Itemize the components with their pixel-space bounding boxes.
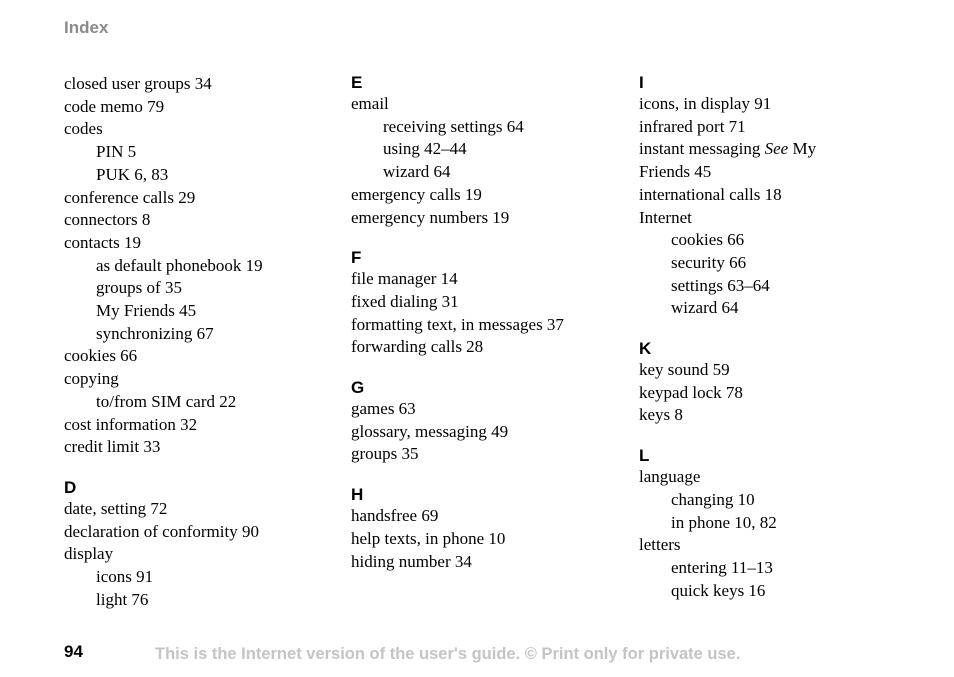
index-entry: closed user groups 34 [64, 74, 212, 93]
index-subentry: cookies 66 [671, 230, 745, 250]
section-gap [351, 359, 631, 378]
section-letter: H [351, 485, 364, 505]
index-subentry: My Friends 45 [96, 301, 197, 321]
index-entry: help texts, in phone 10 [351, 528, 506, 548]
section-gap [351, 229, 631, 248]
index-subentry: entering 11–13 [671, 557, 773, 577]
index-entry: code memo 79 [64, 96, 165, 116]
index-column-2 [351, 73, 631, 573]
index-entry: email [351, 94, 389, 113]
index-entry: key sound 59 [639, 360, 730, 380]
index-subentry: settings 63–64 [671, 275, 770, 295]
index-entry: international calls 18 [639, 184, 782, 204]
section-letter: I [639, 73, 644, 92]
index-subentry: in phone 10, 82 [671, 512, 777, 532]
index-entry [639, 138, 919, 161]
index-entry: fixed dialing 31 [351, 291, 459, 311]
index-entry: cost information 32 [64, 414, 198, 434]
section-letter: G [351, 378, 365, 398]
index-entry: date, setting 72 [64, 498, 168, 518]
see-reference: See [764, 139, 789, 159]
index-entry: copying [64, 369, 119, 389]
index-entry: codes [64, 119, 103, 139]
index-entry: letters [639, 535, 681, 555]
index-entry: Internet [639, 207, 692, 227]
footer-note: This is the Internet version of the user's guide. © Print only for private use. [155, 645, 741, 663]
index-entry: emergency calls 19 [351, 184, 482, 204]
index-entry: language [639, 467, 701, 487]
section-gap [64, 459, 344, 478]
index-subentry: receiving settings 64 [383, 116, 524, 136]
running-header: Index [64, 18, 109, 37]
index-subentry: quick keys 16 [671, 580, 766, 600]
index-entry: infrared port 71 [639, 116, 746, 136]
index-subentry: synchronizing 67 [96, 323, 214, 343]
index-entry: keypad lock 78 [639, 382, 743, 402]
index-subentry: PIN 5 [96, 142, 137, 162]
index-entry: credit limit 33 [64, 437, 161, 457]
index-entry: keys 8 [639, 405, 683, 425]
index-subentry: wizard 64 [671, 298, 739, 318]
entry-text: instant messaging [639, 139, 765, 159]
section-letter: D [64, 477, 77, 497]
page-number: 94 [64, 642, 83, 661]
index-column-3 [639, 73, 919, 602]
index-subentry: changing 10 [671, 489, 755, 509]
section-letter: L [639, 446, 650, 466]
index-entry: conference calls 29 [64, 187, 196, 207]
section-letter: E [351, 73, 363, 92]
index-subentry: light 76 [96, 589, 149, 609]
index-entry: forwarding calls 28 [351, 337, 484, 357]
index-subentry: PUK 6, 83 [96, 164, 169, 184]
index-entry: connectors 8 [64, 210, 151, 230]
index-entry: groups 35 [351, 444, 419, 464]
index-subentry: security 66 [671, 252, 747, 272]
index-subentry: icons 91 [96, 567, 154, 587]
index-entry: icons, in display 91 [639, 94, 772, 113]
index-subentry: using 42–44 [383, 139, 467, 159]
index-entry: hiding number 34 [351, 551, 472, 571]
section-gap [639, 320, 919, 339]
index-entry: handsfree 69 [351, 506, 439, 526]
index-subentry: to/from SIM card 22 [96, 391, 237, 411]
index-entry: file manager 14 [351, 269, 458, 289]
index-entry: cookies 66 [64, 346, 138, 366]
section-letter: F [351, 248, 362, 268]
index-entry: formatting text, in messages 37 [351, 314, 564, 334]
index-entry: contacts 19 [64, 232, 141, 252]
section-gap [639, 427, 919, 446]
section-gap [351, 466, 631, 485]
index-entry: Friends 45 [639, 162, 712, 182]
index-entry: glossary, messaging 49 [351, 421, 509, 441]
index-entry: declaration of conformity 90 [64, 521, 259, 541]
index-column-1 [64, 73, 344, 611]
index-entry: display [64, 544, 114, 564]
section-letter: K [639, 339, 652, 359]
index-entry: games 63 [351, 399, 416, 419]
index-subentry: wizard 64 [383, 162, 451, 182]
index-subentry: as default phonebook 19 [96, 255, 263, 275]
entry-text-after: My [788, 139, 817, 159]
index-subentry: groups of 35 [96, 278, 182, 298]
index-entry: emergency numbers 19 [351, 207, 510, 227]
